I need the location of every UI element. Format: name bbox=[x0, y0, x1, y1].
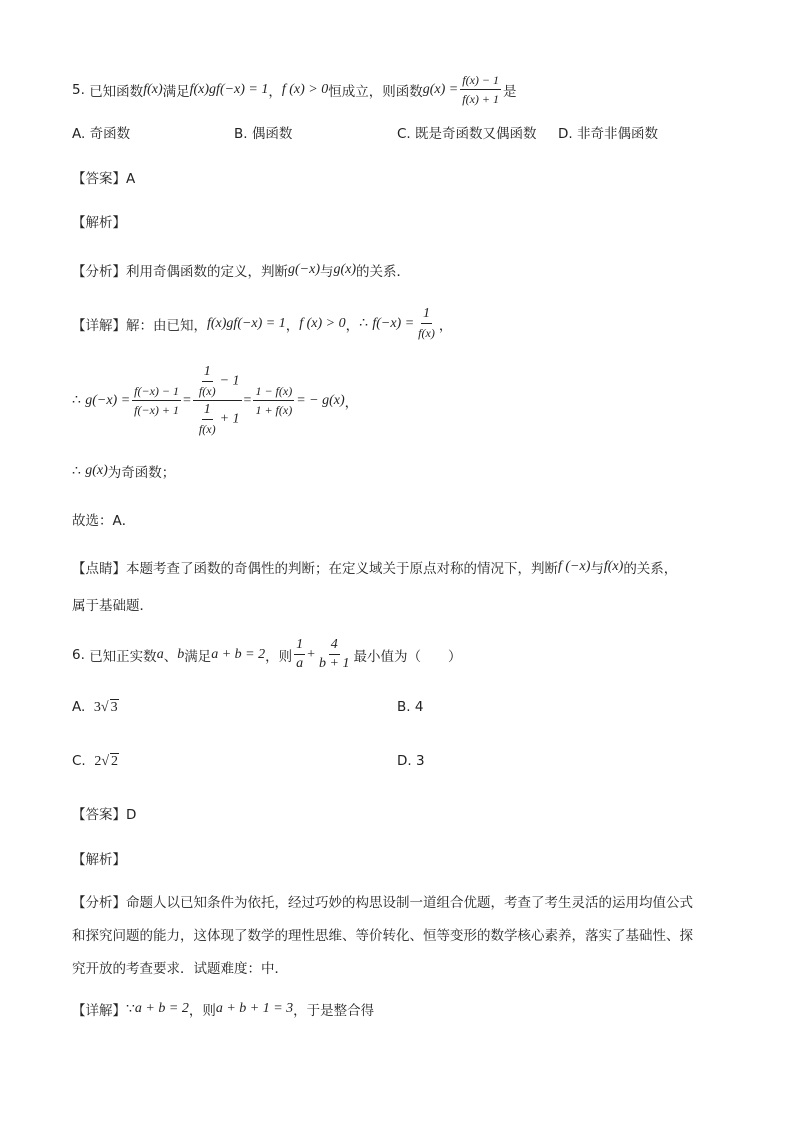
q5-condition: f(x)gf(−x) = 1 bbox=[189, 81, 269, 97]
q5-option-d: D. 非奇非偶函数 bbox=[558, 126, 658, 142]
q6-detail-tag: 【详解】 bbox=[72, 1003, 126, 1019]
q6-fenxi bbox=[72, 891, 693, 911]
q6-detail bbox=[72, 999, 374, 1019]
q5-eq-frac3-num: 1 − f(x) bbox=[253, 383, 294, 401]
q6-option-d: D. 3 bbox=[397, 753, 425, 769]
q5-eq-frac3-den: 1 + f(x) bbox=[255, 403, 293, 417]
q6-option-c bbox=[72, 753, 119, 770]
q5-g-fraction bbox=[460, 72, 501, 107]
q5-choose: 故选：A． bbox=[72, 513, 136, 529]
q6-frac1-num: 1 bbox=[294, 637, 305, 655]
q6-fenxi-line1: 命题人以已知条件为依托，经过巧妙的构思设制一道组合优题，考查了考生灵活的运用均值公式 bbox=[126, 895, 693, 911]
q5-fenxi-tag: 【分析】 bbox=[72, 264, 126, 280]
q6-stem-text-d: 最小值为（ ） bbox=[353, 648, 462, 665]
q5-concl-g: g(x) bbox=[85, 463, 108, 478]
q6-number: 6. bbox=[72, 646, 85, 663]
q5-g-numerator: f(x) − 1 bbox=[460, 72, 501, 90]
q5-comment-fneg: f (−x) bbox=[558, 559, 591, 574]
q5-comment-text-a: 本题考查了函数的奇偶性的判断；在定义域关于原点对称的情况下，判断 bbox=[126, 561, 558, 577]
q5-comment bbox=[72, 557, 677, 577]
q5-eq-inner-frac-bottom bbox=[197, 402, 218, 437]
q5-detail-fneg: f(−x) = bbox=[372, 315, 415, 331]
q5-detail-comma2: ， bbox=[345, 317, 360, 334]
q5-stem-text-d: 是 bbox=[503, 83, 517, 100]
q5-comment-f: f(x) bbox=[603, 559, 624, 574]
q5-detail-end: ， bbox=[438, 317, 453, 334]
q5-eq-frac2-num bbox=[193, 364, 242, 401]
q6-answer: 【答案】D bbox=[72, 807, 137, 823]
q5-eq-result: = − g(x) bbox=[296, 392, 345, 408]
q5-answer: 【答案】A bbox=[72, 171, 136, 187]
q6-detail-sum: a + b + 1 = 3 bbox=[215, 1001, 294, 1016]
q6-analysis-tag: 【解析】 bbox=[72, 852, 126, 868]
q6-stem bbox=[72, 637, 461, 672]
q5-conclusion bbox=[72, 461, 175, 481]
q6-option-c-radicand: 2 bbox=[111, 754, 118, 769]
q5-eq-inner-top-one: 1 bbox=[202, 364, 213, 382]
q5-analysis-tag: 【解析】 bbox=[72, 215, 126, 231]
q5-comment-text-b: 与 bbox=[590, 561, 604, 577]
q5-detail-condition: f(x)gf(−x) = 1 bbox=[207, 315, 286, 331]
q5-detail-tag: 【详解】 bbox=[72, 317, 126, 334]
q5-detail-positive: f (x) > 0 bbox=[299, 315, 346, 331]
q6-detail-condition: a + b = 2 bbox=[134, 1001, 189, 1016]
q6-option-c-label: C. bbox=[72, 753, 86, 769]
q5-therefore-symbol: ∴ bbox=[359, 316, 369, 331]
q5-eq-g-neg: g(−x) = bbox=[85, 392, 131, 408]
q5-fx: f(x) bbox=[143, 81, 163, 97]
q5-eq-inner-frac-top bbox=[197, 364, 218, 399]
q6-detail-text-b: ，于是整合得 bbox=[293, 1003, 375, 1019]
q5-g-denominator: f(x) + 1 bbox=[462, 92, 499, 106]
q6-option-b: B. 4 bbox=[397, 699, 424, 715]
q6-frac1-den: a bbox=[296, 656, 304, 671]
q5-g-def: g(x) = bbox=[422, 81, 459, 97]
q5-comment-tag: 【点睛】 bbox=[72, 561, 126, 577]
q6-option-a-coef: 3 bbox=[93, 700, 101, 715]
q6-option-c-coef: 2 bbox=[94, 754, 102, 769]
q5-fenxi-text-c: 的关系． bbox=[356, 264, 411, 280]
q5-eq-fraction-1 bbox=[132, 383, 181, 418]
q6-fenxi-line2: 和探究问题的能力，这体现了数学的理性思维、等价转化、恒等变形的数学核心素养，落实了基础性、探 bbox=[72, 928, 693, 944]
q6-var-a: a bbox=[156, 646, 164, 662]
q6-stem-text-a: 已知正实数 bbox=[89, 648, 157, 665]
q5-detail-text-a: 解：由已知， bbox=[126, 317, 207, 334]
q6-option-a bbox=[72, 699, 119, 716]
q6-option-a-radicand: 3 bbox=[110, 700, 118, 715]
q5-eq-fraction-2 bbox=[193, 364, 242, 437]
q5-equation bbox=[72, 364, 358, 437]
q5-comma: ， bbox=[268, 83, 282, 100]
q5-detail bbox=[72, 306, 452, 341]
q6-fenxi-line3: 究开放的考查要求．试题难度：中． bbox=[72, 961, 288, 977]
q6-fraction-2 bbox=[317, 637, 351, 672]
q5-eq-inner-top-fx: f(x) bbox=[198, 384, 216, 398]
q5-eq-equals-2: = bbox=[243, 392, 252, 408]
q6-frac2-num: 4 bbox=[329, 637, 340, 655]
q5-positive: f (x) > 0 bbox=[281, 81, 329, 97]
q5-eq-minus-one: − 1 bbox=[219, 373, 240, 389]
q5-fenxi-g: g(x) bbox=[333, 262, 357, 277]
q6-var-b: b bbox=[177, 646, 185, 662]
q6-plus: + bbox=[307, 646, 315, 662]
q5-eq-frac1-num: f(−x) − 1 bbox=[132, 383, 181, 401]
q6-detail-text-a: ，则 bbox=[188, 1003, 216, 1019]
q5-concl-text: 为奇函数； bbox=[107, 465, 176, 481]
radical-icon: √ bbox=[101, 754, 109, 769]
q5-eq-end: ， bbox=[344, 394, 359, 411]
q5-detail-fraction-num: 1 bbox=[421, 306, 432, 324]
q5-eq-equals-1: = bbox=[183, 392, 191, 408]
q5-detail-fraction-den: f(x) bbox=[418, 326, 435, 340]
q5-concl-therefore: ∴ bbox=[72, 463, 81, 479]
q5-detail-comma1: ， bbox=[285, 317, 300, 334]
q5-eq-therefore: ∴ bbox=[72, 393, 81, 408]
q5-option-a: A. 奇函数 bbox=[72, 126, 131, 142]
q5-fenxi-text-b: 与 bbox=[320, 264, 334, 280]
q5-stem-text-b: 满足 bbox=[162, 83, 190, 100]
q6-fenxi-tag: 【分析】 bbox=[72, 895, 126, 911]
q5-fenxi-text-a: 利用奇偶函数的定义，判断 bbox=[126, 264, 288, 280]
q6-option-a-label: A. bbox=[72, 699, 86, 715]
q5-option-b: B. 偶函数 bbox=[234, 126, 293, 142]
q6-condition: a + b = 2 bbox=[211, 646, 266, 662]
q5-eq-frac2-den bbox=[193, 401, 242, 437]
q5-eq-inner-bottom-one: 1 bbox=[202, 402, 213, 420]
q5-stem-text-c: 恒成立，则函数 bbox=[328, 83, 423, 100]
q5-stem bbox=[72, 72, 517, 107]
q5-comment-text-c: 的关系， bbox=[623, 561, 678, 577]
q5-number: 5. bbox=[72, 81, 85, 98]
q5-stem-text-a: 已知函数 bbox=[89, 83, 144, 100]
q5-eq-plus-one: + 1 bbox=[219, 411, 240, 427]
q6-stem-text-b: 满足 bbox=[184, 648, 212, 665]
q6-frac2-den: b + 1 bbox=[319, 656, 350, 671]
q5-option-c: C. 既是奇函数又偶函数 bbox=[397, 126, 537, 142]
q5-fenxi bbox=[72, 260, 410, 280]
q5-eq-frac1-den: f(−x) + 1 bbox=[134, 403, 180, 417]
q6-stem-sep: 、 bbox=[163, 648, 178, 665]
q5-detail-fraction bbox=[416, 306, 437, 341]
q5-fenxi-g-neg: g(−x) bbox=[288, 262, 320, 277]
q6-stem-text-c: ，则 bbox=[265, 648, 293, 665]
q5-eq-fraction-3 bbox=[253, 383, 294, 418]
q5-eq-inner-bottom-fx: f(x) bbox=[198, 422, 216, 436]
q6-because-symbol: ∵ bbox=[126, 1001, 135, 1017]
q5-comment-line2: 属于基础题． bbox=[72, 598, 153, 614]
radical-icon: √ bbox=[100, 700, 109, 715]
q6-fraction-1 bbox=[294, 637, 305, 672]
